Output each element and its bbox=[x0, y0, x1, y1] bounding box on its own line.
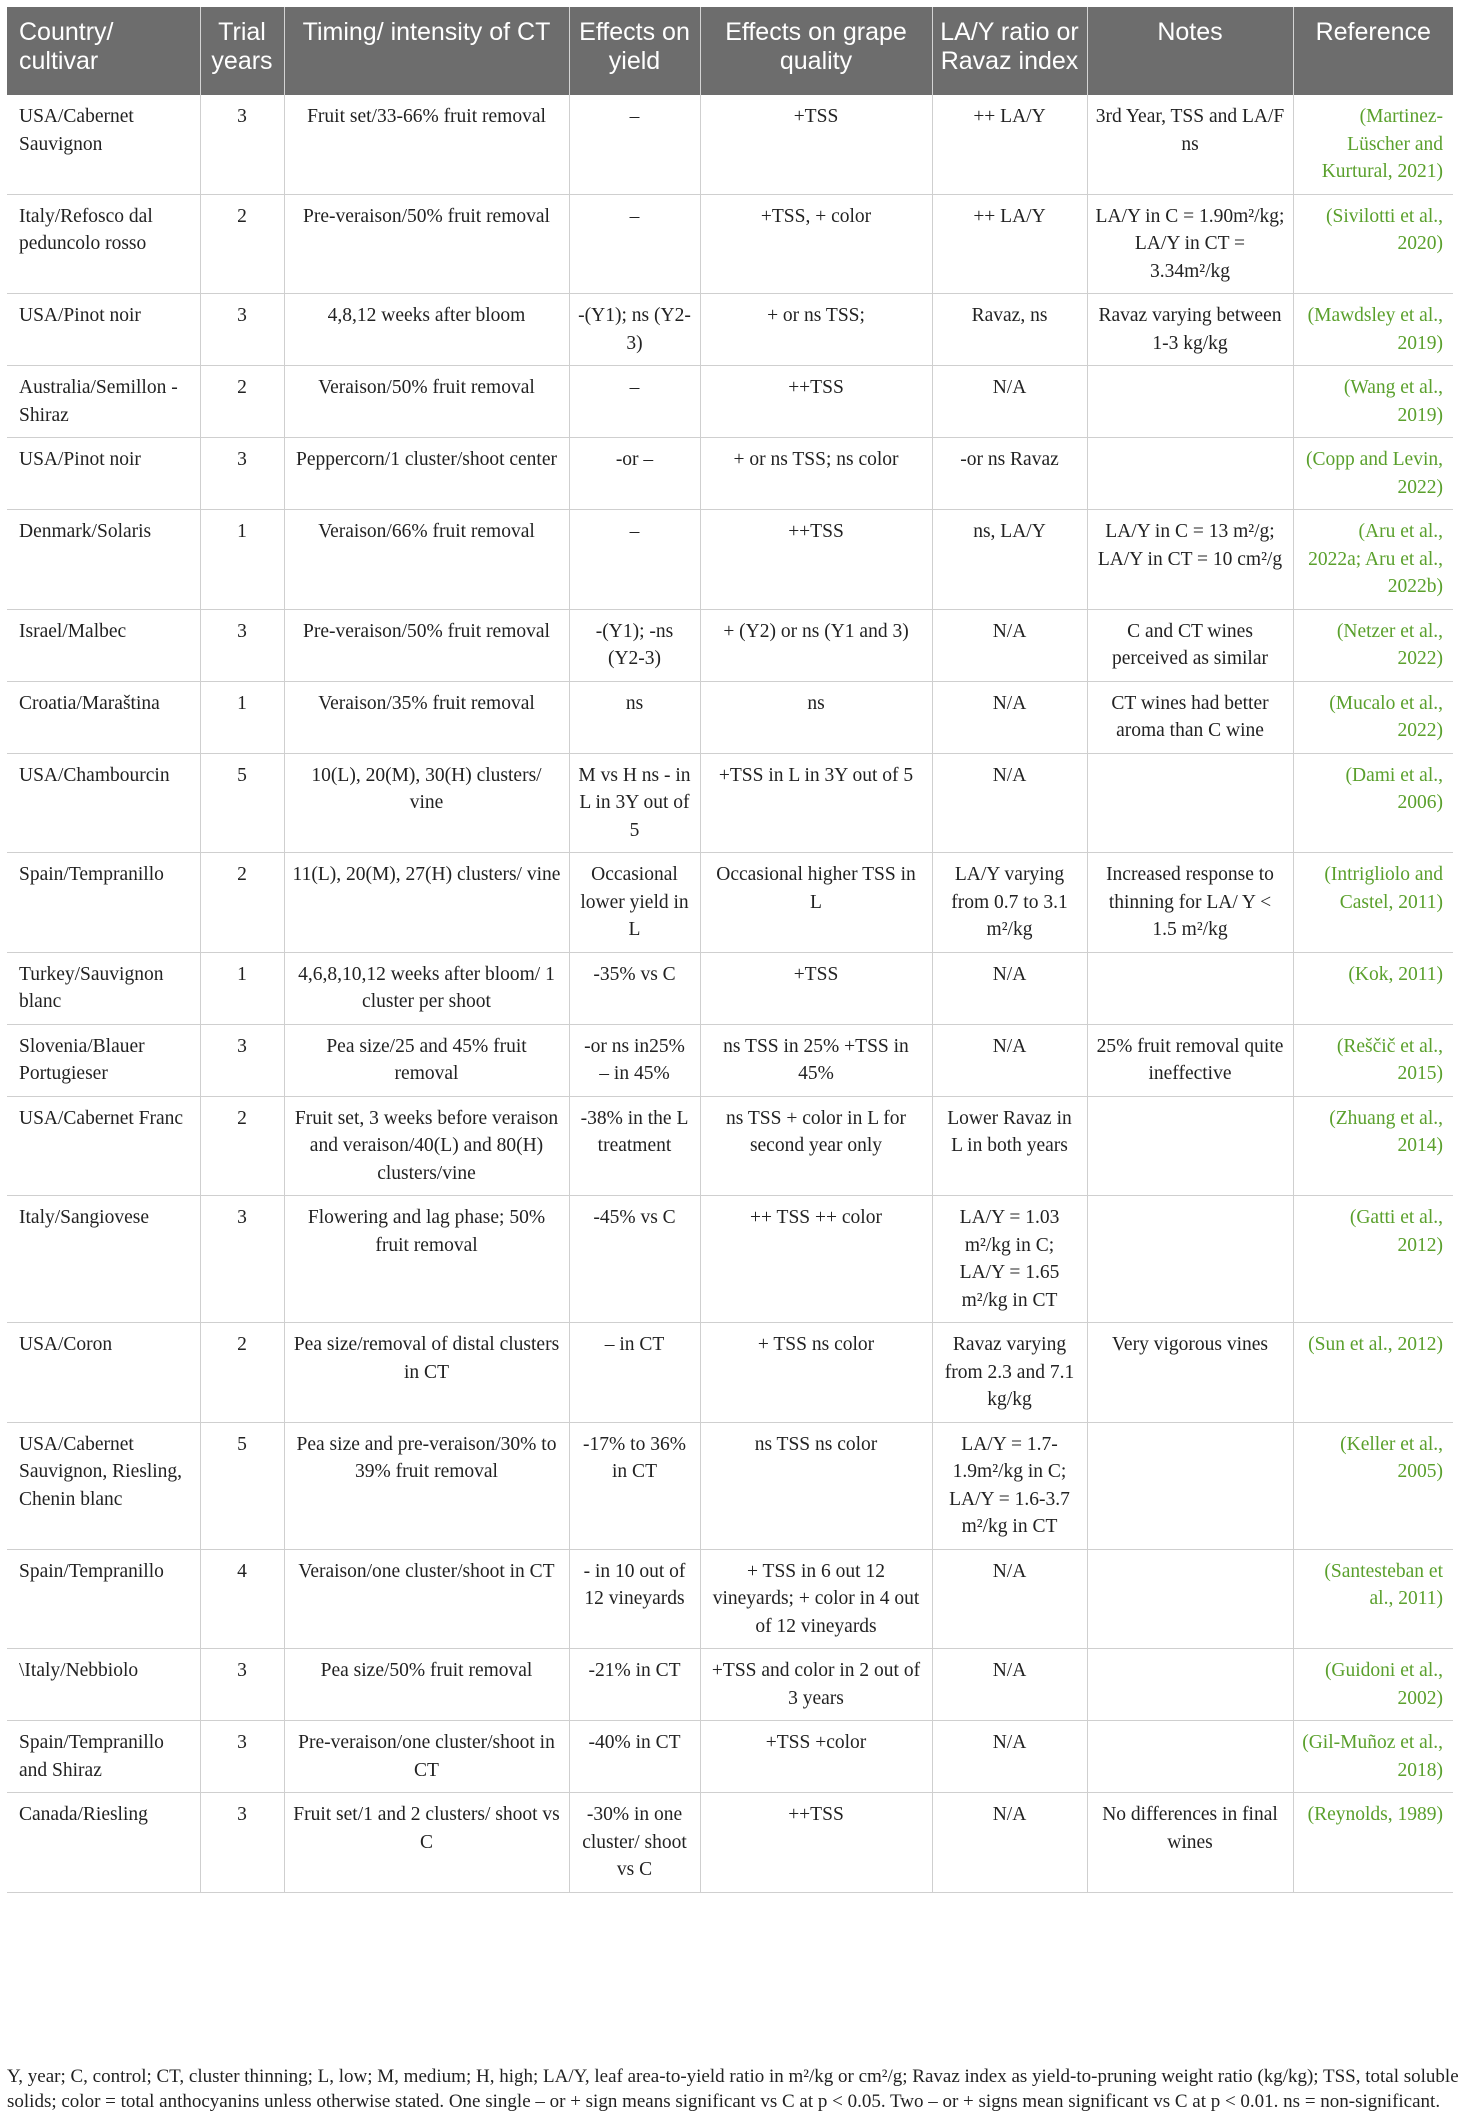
cell-reference bbox=[1293, 952, 1453, 1024]
reference-link[interactable]: (Reynolds, 1989) bbox=[1307, 1804, 1443, 1825]
header-row bbox=[7, 7, 1453, 95]
cell-yield: -or ns in25% – in 45% bbox=[569, 1024, 700, 1096]
cell-timing: Pea size/25 and 45% fruit removal bbox=[284, 1024, 569, 1096]
cell-quality: ++ TSS ++ color bbox=[700, 1196, 932, 1323]
cell-country: USA/Cabernet Sauvignon bbox=[7, 95, 200, 194]
cell-notes: No differences in final wines bbox=[1087, 1793, 1293, 1893]
reference-link[interactable]: (Guidoni et al., 2002) bbox=[1324, 1660, 1443, 1709]
cell-yield: -(Y1); -ns (Y2-3) bbox=[569, 609, 700, 681]
cell-trial-years: 1 bbox=[200, 510, 284, 610]
footnote-line-1: Y, year; C, control; CT, cluster thinning; L, low; M, medium; H, high; LA/Y, leaf area-to-yield ratio in m²/kg or cm²/g; Ravaz index as yield-to-pruning weight ratio (kg/kg); TSS, total soluble bbox=[7, 2066, 1459, 2087]
reference-link[interactable]: (Reščič et al., 2015) bbox=[1336, 1035, 1443, 1084]
cell-reference bbox=[1293, 1096, 1453, 1196]
cell-yield: -30% in one cluster/ shoot vs C bbox=[569, 1793, 700, 1893]
cell-timing: Flowering and lag phase; 50% fruit removal bbox=[284, 1196, 569, 1323]
cell-quality: ++TSS bbox=[700, 510, 932, 610]
table-row bbox=[7, 1323, 1453, 1423]
cell-lay-ratio: N/A bbox=[932, 753, 1087, 853]
cluster-thinning-table bbox=[7, 7, 1453, 1893]
cell-quality: +TSS and color in 2 out of 3 years bbox=[700, 1649, 932, 1721]
cell-notes bbox=[1087, 1649, 1293, 1721]
cell-country: Israel/Malbec bbox=[7, 609, 200, 681]
table-row bbox=[7, 1422, 1453, 1549]
table-row bbox=[7, 609, 1453, 681]
cell-yield: – bbox=[569, 510, 700, 610]
cell-quality: ns TSS ns color bbox=[700, 1422, 932, 1549]
cell-yield: -35% vs C bbox=[569, 952, 700, 1024]
table-row bbox=[7, 1793, 1453, 1893]
cell-lay-ratio: N/A bbox=[932, 1721, 1087, 1793]
cell-timing: Veraison/35% fruit removal bbox=[284, 681, 569, 753]
cell-notes: C and CT wines perceived as similar bbox=[1087, 609, 1293, 681]
cell-lay-ratio: N/A bbox=[932, 1024, 1087, 1096]
cell-yield: – bbox=[569, 366, 700, 438]
cell-country: Spain/Tempranillo bbox=[7, 1549, 200, 1649]
table-row bbox=[7, 1196, 1453, 1323]
cell-trial-years: 1 bbox=[200, 681, 284, 753]
cell-notes: Increased response to thinning for LA/ Y < 1.5 m²/kg bbox=[1087, 853, 1293, 953]
cell-trial-years: 2 bbox=[200, 194, 284, 294]
cell-yield: - in 10 out of 12 vineyards bbox=[569, 1549, 700, 1649]
cell-lay-ratio: N/A bbox=[932, 1649, 1087, 1721]
reference-link[interactable]: (Copp and Levin, 2022) bbox=[1305, 449, 1443, 498]
cell-quality: + or ns TSS; bbox=[700, 294, 932, 366]
cell-reference bbox=[1293, 194, 1453, 294]
cell-notes bbox=[1087, 753, 1293, 853]
cell-quality: + (Y2) or ns (Y1 and 3) bbox=[700, 609, 932, 681]
reference-link[interactable]: (Sivilotti et al., 2020) bbox=[1326, 205, 1443, 254]
cell-lay-ratio: ns, LA/Y bbox=[932, 510, 1087, 610]
cell-lay-ratio: N/A bbox=[932, 681, 1087, 753]
cell-trial-years: 3 bbox=[200, 95, 284, 194]
cell-notes bbox=[1087, 952, 1293, 1024]
cell-yield: – bbox=[569, 194, 700, 294]
cell-country: \Italy/Nebbiolo bbox=[7, 1649, 200, 1721]
table-row bbox=[7, 438, 1453, 510]
cell-country: USA/Pinot noir bbox=[7, 294, 200, 366]
cell-yield: -38% in the L treatment bbox=[569, 1096, 700, 1196]
cell-lay-ratio: N/A bbox=[932, 952, 1087, 1024]
cell-reference bbox=[1293, 753, 1453, 853]
table-row bbox=[7, 294, 1453, 366]
cell-trial-years: 4 bbox=[200, 1549, 284, 1649]
header-country: Country/ cultivar bbox=[7, 7, 200, 95]
cell-trial-years: 5 bbox=[200, 1422, 284, 1549]
cell-notes: Ravaz varying between 1-3 kg/kg bbox=[1087, 294, 1293, 366]
table-row bbox=[7, 952, 1453, 1024]
cell-country: USA/Chambourcin bbox=[7, 753, 200, 853]
cell-quality: ++TSS bbox=[700, 1793, 932, 1893]
cell-country: Spain/Tempranillo bbox=[7, 853, 200, 953]
cell-timing: Veraison/one cluster/shoot in CT bbox=[284, 1549, 569, 1649]
reference-link[interactable]: (Martinez-Lüscher and Kurtural, 2021) bbox=[1321, 106, 1443, 182]
cell-lay-ratio: ++ LA/Y bbox=[932, 95, 1087, 194]
cell-quality: ns TSS in 25% +TSS in 45% bbox=[700, 1024, 932, 1096]
cell-lay-ratio: N/A bbox=[932, 1549, 1087, 1649]
cell-reference bbox=[1293, 1196, 1453, 1323]
reference-link[interactable]: (Sun et al., 2012) bbox=[1308, 1334, 1443, 1355]
cell-trial-years: 3 bbox=[200, 1024, 284, 1096]
cell-quality: +TSS, + color bbox=[700, 194, 932, 294]
cell-country: Italy/Sangiovese bbox=[7, 1196, 200, 1323]
cell-timing: 10(L), 20(M), 30(H) clusters/ vine bbox=[284, 753, 569, 853]
cell-yield: M vs H ns - in L in 3Y out of 5 bbox=[569, 753, 700, 853]
cell-reference bbox=[1293, 853, 1453, 953]
cell-timing: Fruit set, 3 weeks before veraison and veraison/40(L) and 80(H) clusters/vine bbox=[284, 1096, 569, 1196]
cell-country: Slovenia/Blauer Portugieser bbox=[7, 1024, 200, 1096]
table-row bbox=[7, 1096, 1453, 1196]
cell-country: USA/Coron bbox=[7, 1323, 200, 1423]
cell-notes bbox=[1087, 1196, 1293, 1323]
cell-notes: 3rd Year, TSS and LA/F ns bbox=[1087, 95, 1293, 194]
header-lay-ratio: LA/Y ratio or Ravaz index bbox=[932, 7, 1087, 95]
reference-link[interactable]: (Dami et al., 2006) bbox=[1345, 764, 1443, 813]
header-quality: Effects on grape quality bbox=[700, 7, 932, 95]
table-row bbox=[7, 853, 1453, 953]
cell-lay-ratio: LA/Y varying from 0.7 to 3.1 m²/kg bbox=[932, 853, 1087, 953]
cell-quality: +TSS in L in 3Y out of 5 bbox=[700, 753, 932, 853]
cell-country: Italy/Refosco dal peduncolo rosso bbox=[7, 194, 200, 294]
cell-reference bbox=[1293, 510, 1453, 610]
cell-country: USA/Pinot noir bbox=[7, 438, 200, 510]
cell-reference bbox=[1293, 1024, 1453, 1096]
cell-yield: -45% vs C bbox=[569, 1196, 700, 1323]
cell-yield: -(Y1); ns (Y2-3) bbox=[569, 294, 700, 366]
reference-link[interactable]: (Netzer et al., 2022) bbox=[1336, 620, 1443, 669]
header-timing: Timing/ intensity of CT bbox=[284, 7, 569, 95]
cell-reference bbox=[1293, 1422, 1453, 1549]
table-row bbox=[7, 366, 1453, 438]
cell-reference bbox=[1293, 1721, 1453, 1793]
cell-yield: -or – bbox=[569, 438, 700, 510]
cell-trial-years: 2 bbox=[200, 366, 284, 438]
cell-yield: -21% in CT bbox=[569, 1649, 700, 1721]
cell-timing: 4,8,12 weeks after bloom bbox=[284, 294, 569, 366]
cell-timing: Fruit set/33-66% fruit removal bbox=[284, 95, 569, 194]
table-row bbox=[7, 95, 1453, 194]
cell-reference bbox=[1293, 1549, 1453, 1649]
cell-timing: Pre-veraison/50% fruit removal bbox=[284, 194, 569, 294]
cell-reference bbox=[1293, 1793, 1453, 1893]
cell-yield: Occasional lower yield in L bbox=[569, 853, 700, 953]
table-row bbox=[7, 1549, 1453, 1649]
cell-quality: +TSS bbox=[700, 952, 932, 1024]
table-body bbox=[7, 95, 1453, 1892]
cell-trial-years: 3 bbox=[200, 1721, 284, 1793]
cell-notes: LA/Y in C = 1.90m²/kg; LA/Y in CT = 3.34m²/kg bbox=[1087, 194, 1293, 294]
cell-quality: ns TSS + color in L for second year only bbox=[700, 1096, 932, 1196]
cell-reference bbox=[1293, 438, 1453, 510]
cell-lay-ratio: LA/Y = 1.03 m²/kg in C; LA/Y = 1.65 m²/kg in CT bbox=[932, 1196, 1087, 1323]
cell-quality: ns bbox=[700, 681, 932, 753]
reference-link[interactable]: (Gatti et al., 2012) bbox=[1349, 1207, 1443, 1256]
table-row bbox=[7, 510, 1453, 610]
cell-quality: + TSS in 6 out 12 vineyards; + color in 4 out of 12 vineyards bbox=[700, 1549, 932, 1649]
cell-reference bbox=[1293, 1323, 1453, 1423]
reference-link[interactable]: (Intrigliolo and Castel, 2011) bbox=[1324, 864, 1443, 913]
cell-reference bbox=[1293, 609, 1453, 681]
reference-link[interactable]: (Santesteban et al., 2011) bbox=[1324, 1560, 1443, 1609]
reference-link[interactable]: (Gil-Muñoz et al., 2018) bbox=[1302, 1732, 1443, 1781]
cell-country: Spain/Tempranillo and Shiraz bbox=[7, 1721, 200, 1793]
cell-timing: Pea size/50% fruit removal bbox=[284, 1649, 569, 1721]
table-row bbox=[7, 1649, 1453, 1721]
cell-notes: LA/Y in C = 13 m²/g; LA/Y in CT = 10 cm²/g bbox=[1087, 510, 1293, 610]
cell-trial-years: 3 bbox=[200, 1649, 284, 1721]
cell-notes bbox=[1087, 1422, 1293, 1549]
table-footnote bbox=[7, 2064, 1459, 2114]
cell-timing: 4,6,8,10,12 weeks after bloom/ 1 cluster per shoot bbox=[284, 952, 569, 1024]
cell-lay-ratio: ++ LA/Y bbox=[932, 194, 1087, 294]
cell-country: Croatia/Maraština bbox=[7, 681, 200, 753]
reference-link[interactable]: (Mucalo et al., 2022) bbox=[1329, 692, 1443, 741]
cell-timing: Pea size/removal of distal clusters in CT bbox=[284, 1323, 569, 1423]
cell-timing: 11(L), 20(M), 27(H) clusters/ vine bbox=[284, 853, 569, 953]
header-notes: Notes bbox=[1087, 7, 1293, 95]
cell-notes: 25% fruit removal quite ineffective bbox=[1087, 1024, 1293, 1096]
cell-trial-years: 3 bbox=[200, 1793, 284, 1893]
cell-yield: ns bbox=[569, 681, 700, 753]
cell-lay-ratio: LA/Y = 1.7-1.9m²/kg in C; LA/Y = 1.6-3.7 m²/kg in CT bbox=[932, 1422, 1087, 1549]
table-row bbox=[7, 194, 1453, 294]
cell-lay-ratio: N/A bbox=[932, 366, 1087, 438]
footnote-line-2: solids; color = total anthocyanins unless otherwise stated. One single – or + sign means significant vs C at p < 0.05. Two – or + signs mean significant vs C at p < 0.01. ns = non-significant. bbox=[7, 2091, 1441, 2112]
cell-trial-years: 2 bbox=[200, 1323, 284, 1423]
table-row bbox=[7, 1024, 1453, 1096]
cell-quality: + TSS ns color bbox=[700, 1323, 932, 1423]
table-row bbox=[7, 681, 1453, 753]
cell-trial-years: 3 bbox=[200, 294, 284, 366]
header-yield: Effects on yield bbox=[569, 7, 700, 95]
cell-timing: Veraison/66% fruit removal bbox=[284, 510, 569, 610]
cell-lay-ratio: N/A bbox=[932, 1793, 1087, 1893]
cell-country: USA/Cabernet Franc bbox=[7, 1096, 200, 1196]
cell-trial-years: 3 bbox=[200, 1196, 284, 1323]
cell-trial-years: 2 bbox=[200, 853, 284, 953]
header-reference: Reference bbox=[1293, 7, 1453, 95]
cell-lay-ratio: Ravaz varying from 2.3 and 7.1 kg/kg bbox=[932, 1323, 1087, 1423]
cell-trial-years: 3 bbox=[200, 438, 284, 510]
cell-reference bbox=[1293, 1649, 1453, 1721]
reference-link[interactable]: (Kok, 2011) bbox=[1348, 963, 1443, 985]
cell-timing: Pea size and pre-veraison/30% to 39% fruit removal bbox=[284, 1422, 569, 1549]
cell-trial-years: 2 bbox=[200, 1096, 284, 1196]
reference-link[interactable]: (Aru et al., 2022a; Aru et al., 2022b) bbox=[1308, 521, 1443, 597]
cell-lay-ratio: Ravaz, ns bbox=[932, 294, 1087, 366]
cell-timing: Fruit set/1 and 2 clusters/ shoot vs C bbox=[284, 1793, 569, 1893]
cell-notes: CT wines had better aroma than C wine bbox=[1087, 681, 1293, 753]
cell-notes bbox=[1087, 1549, 1293, 1649]
cell-notes bbox=[1087, 1721, 1293, 1793]
cell-trial-years: 3 bbox=[200, 609, 284, 681]
cell-lay-ratio: N/A bbox=[932, 609, 1087, 681]
cell-country: USA/Cabernet Sauvignon, Riesling, Chenin blanc bbox=[7, 1422, 200, 1549]
cell-trial-years: 5 bbox=[200, 753, 284, 853]
cell-country: Australia/Semillon - Shiraz bbox=[7, 366, 200, 438]
reference-link[interactable]: (Zhuang et al., 2014) bbox=[1329, 1107, 1443, 1156]
cell-quality: +TSS bbox=[700, 95, 932, 194]
header-trial-years: Trial years bbox=[200, 7, 284, 95]
cell-trial-years: 1 bbox=[200, 952, 284, 1024]
cell-country: Denmark/Solaris bbox=[7, 510, 200, 610]
cell-quality: Occasional higher TSS in L bbox=[700, 853, 932, 953]
cell-reference bbox=[1293, 681, 1453, 753]
cell-yield: – bbox=[569, 95, 700, 194]
cell-reference bbox=[1293, 95, 1453, 194]
cell-quality: +TSS +color bbox=[700, 1721, 932, 1793]
cell-country: Canada/Riesling bbox=[7, 1793, 200, 1893]
reference-link[interactable]: (Keller et al., 2005) bbox=[1340, 1433, 1443, 1482]
cell-yield: – in CT bbox=[569, 1323, 700, 1423]
reference-link[interactable]: (Mawdsley et al., 2019) bbox=[1307, 305, 1443, 354]
cell-lay-ratio: Lower Ravaz in L in both years bbox=[932, 1096, 1087, 1196]
cell-lay-ratio: -or ns Ravaz bbox=[932, 438, 1087, 510]
cell-quality: + or ns TSS; ns color bbox=[700, 438, 932, 510]
reference-link[interactable]: (Wang et al., 2019) bbox=[1343, 377, 1443, 426]
cell-notes bbox=[1087, 438, 1293, 510]
cell-timing: Pre-veraison/50% fruit removal bbox=[284, 609, 569, 681]
cell-yield: -17% to 36% in CT bbox=[569, 1422, 700, 1549]
cell-country: Turkey/Sauvignon blanc bbox=[7, 952, 200, 1024]
table-container bbox=[7, 7, 1453, 1893]
cell-quality: ++TSS bbox=[700, 366, 932, 438]
cell-reference bbox=[1293, 294, 1453, 366]
cell-timing: Peppercorn/1 cluster/shoot center bbox=[284, 438, 569, 510]
cell-notes: Very vigorous vines bbox=[1087, 1323, 1293, 1423]
cell-yield: -40% in CT bbox=[569, 1721, 700, 1793]
cell-notes bbox=[1087, 366, 1293, 438]
cell-timing: Veraison/50% fruit removal bbox=[284, 366, 569, 438]
table-row bbox=[7, 753, 1453, 853]
cell-notes bbox=[1087, 1096, 1293, 1196]
cell-reference bbox=[1293, 366, 1453, 438]
cell-timing: Pre-veraison/one cluster/shoot in CT bbox=[284, 1721, 569, 1793]
table-row bbox=[7, 1721, 1453, 1793]
